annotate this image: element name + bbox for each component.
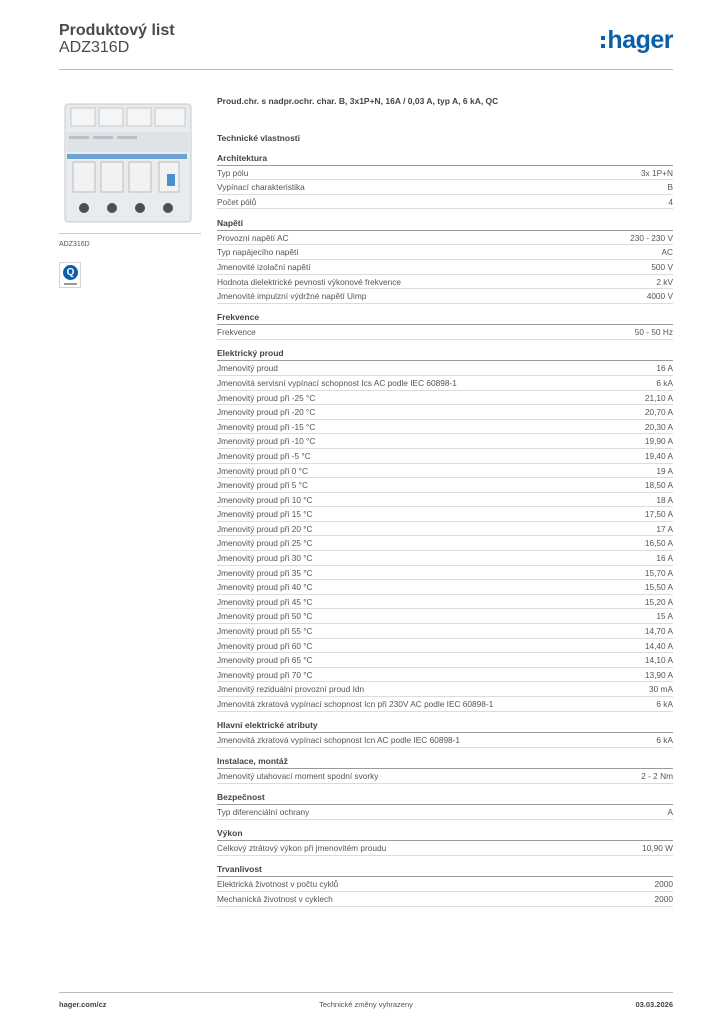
spec-value: 30 mA: [649, 684, 673, 695]
group-title: Trvanlivost: [217, 864, 673, 877]
spec-value: 15 A: [656, 611, 673, 622]
spec-label: Vypínací charakteristika: [217, 182, 305, 193]
spec-group: [217, 792, 673, 820]
spec-value: 15,20 A: [644, 596, 673, 607]
spec-row: [217, 595, 673, 610]
spec-value: 21,10 A: [644, 392, 673, 403]
spec-row: [217, 697, 673, 712]
spec-row: [217, 166, 673, 181]
footer-website: hager.com/cz: [59, 1000, 107, 1009]
group-title: Instalace, montáž: [217, 756, 673, 769]
spec-row: [217, 325, 673, 340]
left-column: [59, 96, 201, 288]
spec-row: [217, 892, 673, 907]
spec-row: [217, 653, 673, 668]
spec-row: [217, 245, 673, 260]
spec-row: [217, 522, 673, 537]
spec-label: Jmenovitý utahovací moment spodní svorky: [217, 771, 379, 782]
spec-row: [217, 405, 673, 420]
spec-label: Jmenovitý proud: [217, 363, 278, 374]
spec-label: Jmenovitý proud při 35 °C: [217, 567, 313, 578]
document-title: Produktový list: [59, 22, 175, 39]
spec-label: Jmenovitý proud při -5 °C: [217, 450, 311, 461]
spec-label: Jmenovitý proud při 15 °C: [217, 509, 313, 520]
spec-row: [217, 624, 673, 639]
spec-label: Jmenovitý proud při 55 °C: [217, 626, 313, 637]
spec-label: Typ diferenciální ochrany: [217, 807, 310, 818]
spec-label: Jmenovité impulzní výdržné napětí Uimp: [217, 291, 367, 302]
spec-label: Jmenovitý proud při 0 °C: [217, 465, 308, 476]
spec-label: Jmenovitý proud při -20 °C: [217, 407, 316, 418]
spec-row: [217, 275, 673, 290]
spec-row: [217, 449, 673, 464]
spec-row: [217, 668, 673, 683]
spec-value: 500 V: [651, 261, 673, 272]
spec-row: [217, 195, 673, 210]
spec-value: 14,40 A: [644, 640, 673, 651]
spec-label: Hodnota dielektrické pevnosti výkonové frekvence: [217, 276, 402, 287]
spec-value: 18 A: [656, 494, 673, 505]
spec-row: [217, 493, 673, 508]
spec-label: Jmenovitý proud při 60 °C: [217, 640, 313, 651]
quality-badge-icon: Q: [59, 262, 81, 288]
spec-value: 6 kA: [656, 377, 673, 388]
spec-group: [217, 828, 673, 856]
spec-group: [217, 312, 673, 340]
spec-row: [217, 805, 673, 820]
group-title: Hlavní elektrické atributy: [217, 720, 673, 733]
spec-value: 2 kV: [656, 276, 673, 287]
product-image: [59, 96, 201, 234]
spec-row: [217, 434, 673, 449]
spec-value: 17 A: [656, 523, 673, 534]
spec-row: [217, 376, 673, 391]
spec-label: Jmenovitý proud při 50 °C: [217, 611, 313, 622]
spec-value: 13,90 A: [644, 669, 673, 680]
group-title: Frekvence: [217, 312, 673, 325]
spec-value: 19,90 A: [644, 436, 673, 447]
spec-group: [217, 218, 673, 304]
spec-value: 3x 1P+N: [640, 167, 673, 178]
spec-row: [217, 260, 673, 275]
footer-note: Technické změny vyhrazeny: [319, 1000, 413, 1009]
spec-value: 230 - 230 V: [630, 232, 673, 243]
spec-label: Mechanická životnost v cyklech: [217, 894, 333, 905]
spec-label: Jmenovitá zkratová vypínací schopnost Icn AC podle IEC 60898-1: [217, 735, 461, 746]
spec-label: Jmenovitý proud při 25 °C: [217, 538, 313, 549]
spec-value: 4000 V: [646, 291, 673, 302]
spec-value: 2000: [654, 879, 673, 890]
spec-label: Jmenovitý proud při 30 °C: [217, 553, 313, 564]
spec-row: [217, 551, 673, 566]
spec-value: 17,50 A: [644, 509, 673, 520]
spec-value: 16 A: [656, 553, 673, 564]
spec-row: [217, 609, 673, 624]
spec-row: [217, 682, 673, 697]
spec-label: Jmenovitá zkratová vypínací schopnost Icn při 230V AC podle IEC 60898-1: [217, 699, 494, 709]
spec-row: [217, 841, 673, 856]
group-title: Výkon: [217, 828, 673, 841]
spec-row: [217, 391, 673, 406]
spec-value: 50 - 50 Hz: [634, 327, 673, 338]
spec-label: Jmenovitý proud při 5 °C: [217, 480, 308, 491]
spec-label: Typ napájecího napětí: [217, 247, 299, 258]
spec-label: Provozní napětí AC: [217, 232, 289, 243]
spec-value: 2000: [654, 894, 673, 905]
product-code: ADZ316D: [59, 39, 130, 56]
spec-value: 18,50 A: [644, 480, 673, 491]
spec-row: [217, 464, 673, 479]
spec-row: [217, 566, 673, 581]
spec-label: Jmenovitý proud při -15 °C: [217, 421, 316, 432]
spec-group: [217, 348, 673, 711]
spec-label: Jmenovitý proud při 40 °C: [217, 582, 313, 593]
spec-label: Celkový ztrátový výkon při jmenovitém proudu: [217, 843, 387, 854]
spec-label: Elektrická životnost v počtu cyklů: [217, 879, 339, 890]
spec-value: 19,40 A: [644, 450, 673, 461]
spec-label: Jmenovitý proud při -25 °C: [217, 392, 316, 403]
image-caption: ADZ316D: [59, 241, 90, 248]
spec-value: 14,70 A: [644, 626, 673, 637]
spec-value: 15,50 A: [644, 582, 673, 593]
spec-value: B: [667, 182, 673, 193]
spec-row: [217, 478, 673, 493]
spec-label: Jmenovitý proud při 65 °C: [217, 655, 313, 666]
spec-group: [217, 720, 673, 748]
spec-row: [217, 639, 673, 654]
spec-label: Frekvence: [217, 327, 256, 338]
spec-row: [217, 420, 673, 435]
spec-value: 20,30 A: [644, 421, 673, 432]
spec-label: Typ pólu: [217, 167, 249, 178]
spec-value: 20,70 A: [644, 407, 673, 418]
page-footer: [59, 992, 673, 1012]
spec-value: 14,10 A: [644, 655, 673, 666]
spec-value: 2 - 2 Nm: [641, 771, 673, 782]
spec-value: 4: [668, 196, 673, 207]
page-header: [59, 20, 673, 70]
spec-value: 15,70 A: [644, 567, 673, 578]
spec-label: Počet pólů: [217, 196, 257, 207]
spec-label: Jmenovitý reziduální provozní proud Idn: [217, 684, 365, 695]
group-title: Architektura: [217, 153, 673, 166]
spec-group: [217, 153, 673, 210]
logo-dots-icon: [601, 36, 605, 48]
spec-value: 6 kA: [656, 699, 673, 709]
spec-row: [217, 769, 673, 784]
group-title: Elektrický proud: [217, 348, 673, 361]
spec-row: [217, 507, 673, 522]
spec-row: [217, 289, 673, 304]
product-description: Proud.chr. s nadpr.ochr. char. B, 3x1P+N, 16A / 0,03 A, typ A, 6 kA, QC: [217, 96, 499, 106]
logo-text: hager: [607, 26, 673, 54]
spec-label: Jmenovitý proud při 70 °C: [217, 669, 313, 680]
spec-group: [217, 864, 673, 906]
specifications: [217, 95, 673, 907]
spec-label: Jmenovitý proud při 20 °C: [217, 523, 313, 534]
hager-logo: [601, 26, 673, 54]
group-title: Napětí: [217, 218, 673, 231]
section-title: Technické vlastnosti: [217, 133, 300, 143]
spec-label: Jmenovitý proud při 45 °C: [217, 596, 313, 607]
spec-row: [217, 733, 673, 748]
spec-label: Jmenovitý proud při -10 °C: [217, 436, 316, 447]
spec-label: Jmenovitý proud při 10 °C: [217, 494, 313, 505]
spec-row: [217, 877, 673, 892]
spec-value: 6 kA: [656, 735, 673, 746]
spec-value: 19 A: [656, 465, 673, 476]
spec-value: 10,90 W: [642, 843, 673, 854]
spec-value: 16 A: [656, 363, 673, 374]
spec-row: [217, 231, 673, 246]
spec-row: [217, 361, 673, 376]
spec-value: 16,50 A: [644, 538, 673, 549]
spec-row: [217, 536, 673, 551]
spec-value: AC: [661, 247, 673, 258]
group-title: Bezpečnost: [217, 792, 673, 805]
spec-row: [217, 580, 673, 595]
spec-group: [217, 756, 673, 784]
spec-row: [217, 180, 673, 195]
spec-label: Jmenovité izolační napětí: [217, 261, 311, 272]
spec-groups: [217, 153, 673, 907]
spec-value: A: [667, 807, 673, 818]
footer-date: 03.03.2026: [635, 1000, 673, 1009]
spec-label: Jmenovitá servisní vypínací schopnost Ics AC podle IEC 60898-1: [217, 377, 457, 388]
